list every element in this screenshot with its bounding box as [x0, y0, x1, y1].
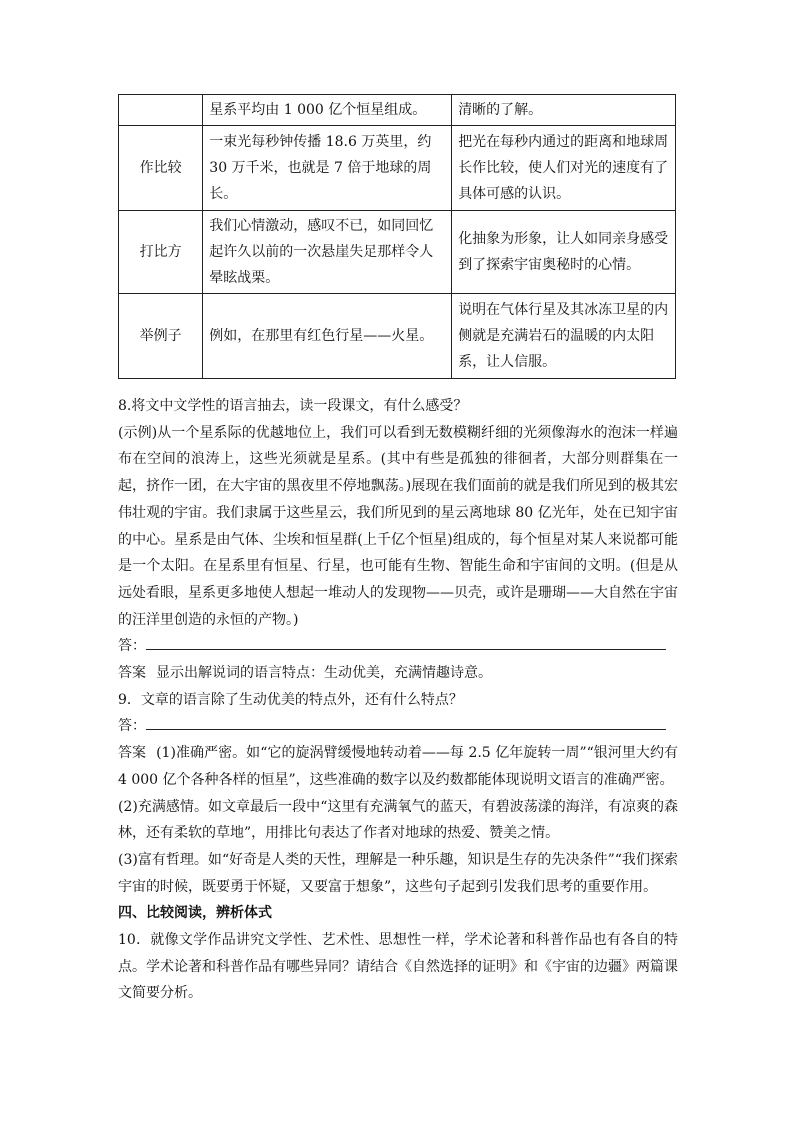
- document-body: [118, 393, 678, 1007]
- example-cell: 星系平均由 1 000 亿个恒星组成。: [203, 95, 452, 126]
- answer-label: 答案: [118, 665, 146, 682]
- answer-blank[interactable]: [146, 713, 666, 730]
- effect-cell: 化抽象为形象，让人如同亲身感受到了探索宇宙奥秘时的心情。: [452, 211, 676, 294]
- question-8: 8.将文中文学性的语言抽去，读一段课文，有什么感受？: [118, 398, 468, 414]
- answer-text: (1)准确严密。如“它的旋涡臂缓慢地转动着——每 2.5 亿年旋转一周”“银河里大约有 4 000 亿个各种各样的恒星”，这些准确的数字以及约数都能体现说明文语言的准确严密。: [118, 745, 679, 788]
- answer-prompt: 答：: [118, 638, 146, 655]
- method-cell: 作比较: [119, 126, 203, 211]
- answer-9-point-3: (3)富有哲理。如“好奇是人类的天性，理解是一种乐趣，知识是生存的先决条件”“我们探索宇宙的时候，既要勇于怀疑，又要富于想象”，这些句子起到引发我们思考的重要作用。: [118, 851, 678, 895]
- table-row: [119, 95, 676, 126]
- answer-text: 显示出解说词的语言特点：生动优美，充满情趣诗意。: [156, 665, 492, 682]
- table-row: [119, 294, 676, 379]
- table-row: [119, 211, 676, 294]
- table-row: [119, 126, 676, 211]
- question-9: 9．文章的语言除了生动优美的特点外，还有什么特点？: [118, 691, 463, 708]
- question-8-example: (示例)从一个星系际的优越地位上，我们可以看到无数模糊纤细的光须像海水的泡沫一样遍布在空间的浪涛上，这些光须就是星系。(其中有些是孤独的徘徊者，大部分则群集在一起，挤作一团，在大宇宙的黑夜里不停地飘荡。)展现在我们面前的就是我们所见到的极其宏伟壮观的宇宙。我们隶属于这些星云，我们所见到的星云离地球 80 亿光年，处在已知宇宙的中心。星系是由气体、尘埃和恒星群(上千亿个恒星)组成的，每个恒星对某人来说都可能是一个太阳。在星系里有恒星、行星，也可能有生物、智能生命和宇宙间的文明。(但是从远处看眼，星系更多地使人想起一堆动人的发现物——贝壳，或许是珊瑚——大自然在宇宙的汪洋里创造的永恒的产物。): [118, 424, 678, 628]
- answer-line-9: [118, 713, 678, 740]
- example-cell: 例如，在那里有红色行星——火星。: [203, 294, 452, 379]
- method-cell: 打比方: [119, 211, 203, 294]
- answer-label: 答案: [118, 745, 147, 762]
- answer-line-8: [118, 633, 678, 660]
- method-cell: 举例子: [119, 294, 203, 379]
- example-cell: 我们心情激动，感叹不已，如同回忆起许久以前的一次悬崖失足那样令人晕眩战栗。: [203, 211, 452, 294]
- section-heading: 四、比较阅读，辨析体式: [118, 905, 272, 922]
- question-10: 10．就像文学作品讲究文学性、艺术性、思想性一样，学术论著和科普作品也有各自的特点。学术论著和科普作品有哪些异同？请结合《自然选择的证明》和《宇宙的边疆》两篇课文简要分析。: [118, 932, 678, 1002]
- example-cell: 一束光每秒钟传播 18.6 万英里，约 30 万千米，也就是 7 倍于地球的周长。: [203, 126, 452, 211]
- effect-cell: 清晰的了解。: [452, 95, 676, 126]
- answer-blank[interactable]: [146, 633, 666, 650]
- answer-9-point-2: (2)充满感情。如文章最后一段中“这里有充满氧气的蓝天，有碧波荡漾的海洋，有凉爽的森林，还有柔软的草地”，用排比句表达了作者对地球的热爱、赞美之情。: [118, 798, 678, 842]
- effect-cell: 把光在每秒内通过的距离和地球周长作比较，使人们对光的速度有了具体可感的认识。: [452, 126, 676, 211]
- answer-9-point-1: [118, 740, 678, 793]
- answer-prompt: 答：: [118, 718, 146, 735]
- rhetoric-methods-table: [118, 94, 676, 379]
- method-cell: [119, 95, 203, 126]
- answer-8: [118, 660, 678, 687]
- effect-cell: 说明在气体行星及其冰冻卫星的内侧就是充满岩石的温暖的内太阳系，让人信服。: [452, 294, 676, 379]
